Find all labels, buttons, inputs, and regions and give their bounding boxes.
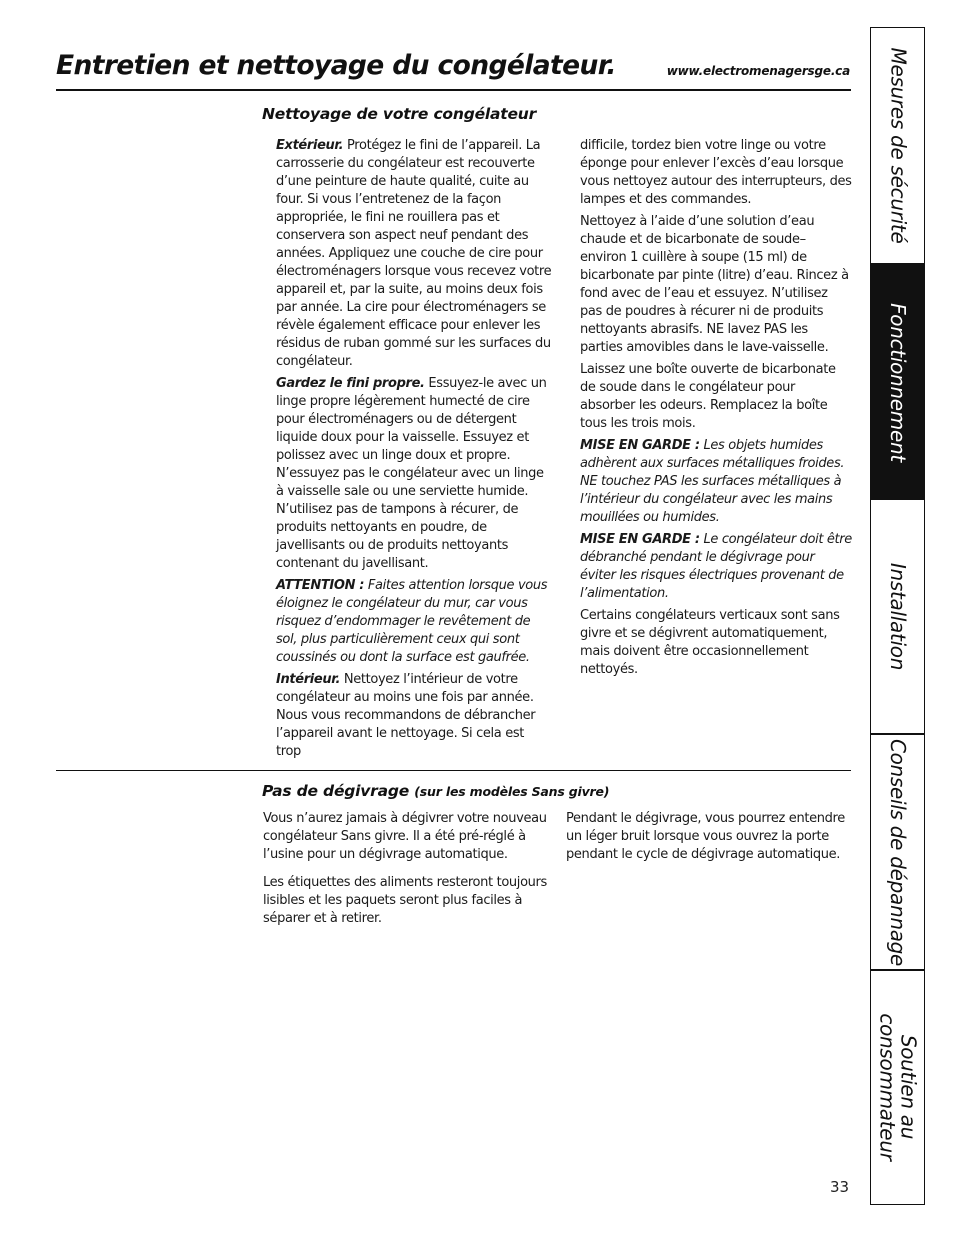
paragraph-labels-readable: Les étiquettes des aliments resteront toujours lisibles et les paquets seront plus faciles à séparer et à retirer. xyxy=(263,875,547,926)
paragraph-warning-wet-objects: MISE EN GARDE : Les objets humides adhèrent aux surfaces métalliques froides. NE touchez PAS les surfaces métalliques à l’intérieur du congélateur avec les mains mouillées ou humides. xyxy=(580,438,845,525)
paragraph-defrost-noise: Pendant le dégivrage, vous pourrez entendre un léger bruit lorsque vous ouvrez la porte pendant le cycle de dégivrage automatique. xyxy=(566,811,845,862)
page-number: 33 xyxy=(830,1178,850,1196)
paragraph-upright-frostfree: Certains congélateurs verticaux sont sans givre et se dégivrent automatiquement, mais doivent être occasionnellement nettoyés. xyxy=(580,608,840,677)
tab-safety[interactable]: Mesures de sécurité xyxy=(886,47,911,244)
tab-consumer-support[interactable]: Soutien au consommateur xyxy=(875,1013,921,1161)
tab-operation[interactable]: Fonctionnement xyxy=(871,264,924,500)
section-tabs xyxy=(870,27,925,1205)
no-defrost-left-column xyxy=(263,810,549,932)
paragraph-exterior: Extérieur. Protégez le fini de l’appareil. La carrosserie du congélateur est recouverte d’une peinture de haute qualité, cuite au four. Si vous l’entretenez de la façon appropriée, le fini ne rouillera pas et conservera son aspect neuf pendant des années. Appliquez une couche de cire pour électroménagers lorsque vous recevez votre appareil et, par la suite, au moins deux fois par année. La cire pour électroménagers se révèle également efficace pour enlever les résidus de ruban gommé sur les surfaces du congélateur. xyxy=(276,138,552,369)
tab-installation[interactable]: Installation xyxy=(886,562,911,671)
paragraph-wring-cloth: difficile, tordez bien votre linge ou votre éponge pour enlever l’excès d’eau lorsque vous nettoyez autour des interrupteurs, des lampes et des commandes. xyxy=(580,138,852,207)
website-url[interactable]: www.electromenagersge.ca xyxy=(666,64,850,78)
paragraph-keep-clean: Gardez le fini propre. Essuyez-le avec un linge propre légèrement humecté de cire pour électroménagers ou de détergent liquide doux pour la vaisselle. Essuyez et polissez avec un linge doux et propre. N’essuyez pas le congélateur avec un linge à vaisselle sale ou une serviette humide. N’utilisez pas de tampons à récurer, de produits nettoyants en poudre, de javellisants ou de produits nettoyants contenant du javellisant. xyxy=(276,376,547,571)
header-rule xyxy=(56,89,851,91)
paragraph-interior: Intérieur. Nettoyez l’intérieur de votre congélateur au moins une fois par année. Nous vous recommandons de débrancher l’appareil avant le nettoyage. Si cela est trop xyxy=(276,672,536,759)
paragraph-never-defrost: Vous n’aurez jamais à dégivrer votre nouveau congélateur Sans givre. Il a été pré-réglé à l’usine pour un dégivrage automatique. xyxy=(263,811,547,862)
section-divider xyxy=(56,770,851,771)
section-heading-no-defrost: Pas de dégivrage (sur les modèles Sans givre) xyxy=(262,782,610,800)
no-defrost-right-column xyxy=(566,810,852,868)
paragraph-warning-unplug: MISE EN GARDE : Le congélateur doit être débranché pendant le dégivrage pour éviter les risques électriques provenant de l’alimentation. xyxy=(580,532,852,601)
page-title: Entretien et nettoyage du congélateur. xyxy=(56,50,616,81)
cleaning-right-column xyxy=(580,137,852,683)
section-heading-cleaning: Nettoyage de votre congélateur xyxy=(262,105,537,123)
paragraph-open-box: Laissez une boîte ouverte de bicarbonate de soude dans le congélateur pour absorber les odeurs. Remplacez la boîte tous les trois mois. xyxy=(580,362,836,431)
tab-troubleshooting[interactable]: Conseils de dépannage xyxy=(886,738,911,966)
paragraph-baking-soda-solution: Nettoyez à l’aide d’une solution d’eau chaude et de bicarbonate de soude– environ 1 cuillère à soupe (15 ml) de bicarbonate par pinte (litre) d’eau. Rincez à fond avec de l’eau et essuyez. N’utilisez pas de poudres à récurer ni de produits nettoyants abrasifs. NE lavez PAS les parties amovibles dans le lave-vaisselle. xyxy=(580,214,849,355)
cleaning-left-column xyxy=(276,137,552,765)
paragraph-attention: ATTENTION : Faites attention lorsque vous éloignez le congélateur du mur, car vous risquez d’endommager le revêtement de sol, plus particulièrement ceux qui sont coussinés ou dont la surface est gaufrée. xyxy=(276,578,548,665)
